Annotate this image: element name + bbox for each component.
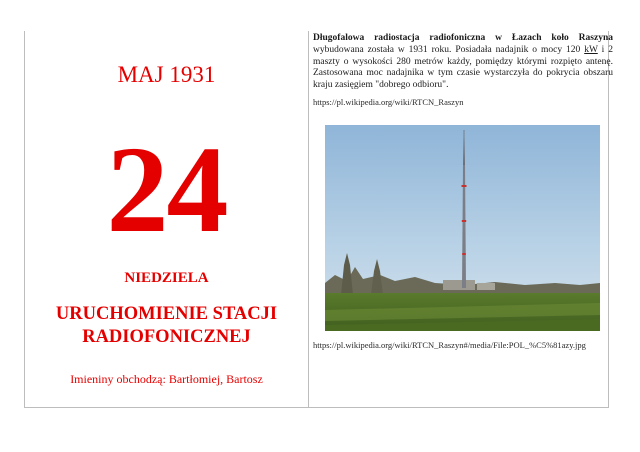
weekday: NIEDZIELA — [124, 270, 209, 286]
article-text — [313, 33, 613, 92]
event-title-line2: RADIOFONICZNEJ — [82, 327, 251, 347]
kw-link[interactable]: kW — [584, 44, 598, 55]
event-title-line1: URUCHOMIENIE STACJI — [55, 304, 278, 324]
article-text-b: i 2 maszty o wysokości 280 metrów każdy, pomiędzy którymi rozpięto antenę. Zastosowana moc nadajnika w tym czasie wystarczyła do pokrycia obszaru kraju zasięgiem "dobrego odbioru". — [313, 44, 613, 91]
article-text-a: wybudowana została w 1931 roku. Posiadała nadajnik o mocy 120 — [313, 44, 585, 55]
source-link[interactable]: https://pl.wikipedia.org/wiki/RTCN_Raszyn — [313, 97, 464, 107]
photo-caption-link[interactable]: https://pl.wikipedia.org/wiki/RTCN_Raszyn#/media/File:POL_%C5%81azy.jpg — [313, 340, 586, 350]
article-title: Długofalowa radiostacja radiofoniczna w Łazach koło Raszyna — [313, 33, 613, 43]
event-title — [24, 303, 309, 349]
radio-mast-photo — [325, 125, 600, 331]
day-number: 24 — [106, 121, 227, 258]
names-day: Imieniny obchodzą: Bartłomiej, Bartosz — [70, 372, 263, 386]
month-year: MAJ 1931 — [117, 62, 216, 87]
